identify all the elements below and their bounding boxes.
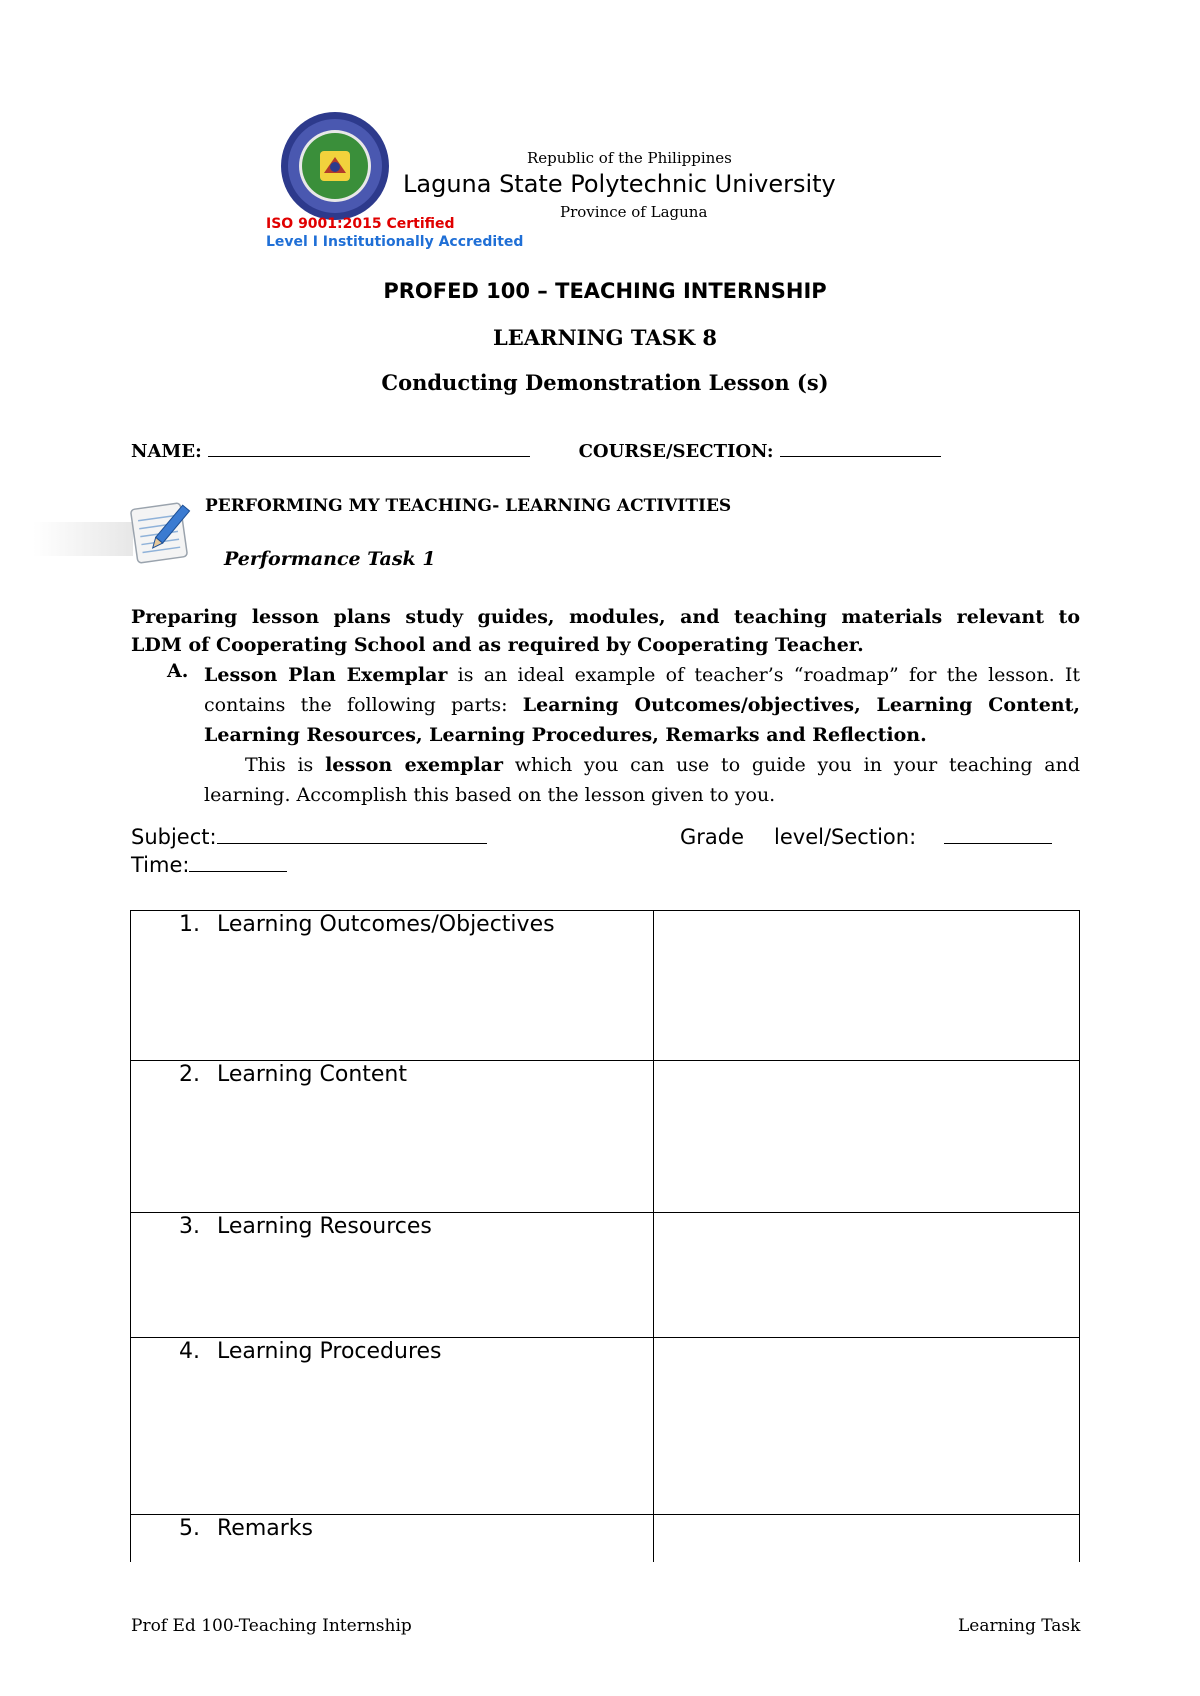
course-section-label: COURSE/SECTION:: [578, 441, 774, 462]
answer-cell-content[interactable]: [654, 1061, 1080, 1213]
answer-cell-objectives[interactable]: [654, 911, 1080, 1061]
row-number: 1.: [179, 912, 200, 937]
answer-cell-procedures[interactable]: [654, 1338, 1080, 1515]
course-section-field[interactable]: [780, 440, 941, 457]
lesson-plan-paragraph: [204, 660, 1080, 810]
lp-line-4: [204, 750, 1080, 780]
row-label: Remarks: [217, 1516, 313, 1541]
row-number: 3.: [179, 1214, 200, 1239]
province-text: Province of Laguna: [560, 203, 708, 221]
lp-line-3: [204, 720, 1080, 750]
row-label: Learning Outcomes/Objectives: [217, 912, 555, 937]
subject-label: Subject:: [131, 825, 217, 849]
lp-line-2: [204, 690, 1080, 720]
footer-right: Learning Task: [958, 1616, 1081, 1636]
name-field[interactable]: [208, 440, 530, 457]
university-name: Laguna State Polytechnic University: [403, 170, 836, 198]
list-marker: A.: [167, 660, 189, 682]
lp-line-1-text: is an ideal example of teacher’s “roadmap” for the lesson. It: [447, 664, 1081, 686]
answer-cell-resources[interactable]: [654, 1213, 1080, 1338]
level-section-label: level/Section:: [774, 825, 917, 849]
footer-left: Prof Ed 100-Teaching Internship: [131, 1616, 412, 1636]
icon-shadow: [33, 522, 133, 556]
table-row: [131, 1515, 1080, 1562]
row-label-cell: [131, 911, 654, 1061]
answer-cell-remarks[interactable]: [654, 1515, 1080, 1562]
lp-line-4-pre: This is: [245, 754, 326, 776]
grade-row: [680, 825, 1052, 849]
lp-parts-a: Learning Outcomes/objectives, Learning Content,: [522, 694, 1080, 716]
lp-line-4-term: lesson exemplar: [325, 754, 504, 776]
course-title: PROFED 100 – TEACHING INTERNSHIP: [383, 279, 827, 303]
lp-line-4-rest: which you can use to guide you in your teaching and: [503, 754, 1080, 776]
preparation-paragraph: [131, 603, 1080, 659]
row-number: 5.: [179, 1516, 200, 1541]
university-seal-logo: [280, 111, 390, 221]
row-number: 4.: [179, 1339, 200, 1364]
row-label-cell: [131, 1213, 654, 1338]
subject-field[interactable]: [217, 827, 487, 844]
name-course-row: [131, 440, 941, 462]
time-row: [131, 853, 287, 877]
row-number: 2.: [179, 1062, 200, 1087]
lp-parts-b: Learning Resources, Learning Procedures, Remarks and Reflection.: [204, 724, 927, 746]
row-label: Learning Content: [217, 1062, 407, 1087]
row-label-cell: [131, 1515, 654, 1562]
subject-row: [131, 825, 487, 849]
iso-certification: ISO 9001:2015 Certified: [266, 216, 455, 232]
grade-word: Grade: [680, 825, 745, 849]
table-row: [131, 1061, 1080, 1213]
lp-term: Lesson Plan Exemplar: [204, 664, 448, 686]
task-title: LEARNING TASK 8: [492, 325, 718, 350]
notepad-pencil-icon: [128, 498, 196, 566]
row-label: Learning Procedures: [217, 1339, 442, 1364]
topic-title: Conducting Demonstration Lesson (s): [381, 370, 829, 395]
accreditation-text: Level I Institutionally Accredited: [266, 234, 524, 250]
republic-text: Republic of the Philippines: [527, 149, 732, 167]
lesson-plan-table: [130, 910, 1080, 1562]
performance-task-label: Performance Task 1: [224, 548, 436, 570]
row-label-cell: [131, 1338, 654, 1515]
table-row: [131, 1213, 1080, 1338]
time-label: Time:: [131, 853, 190, 877]
name-label: NAME:: [131, 441, 202, 462]
section-heading: PERFORMING MY TEACHING- LEARNING ACTIVITIES: [205, 496, 732, 516]
row-label: Learning Resources: [217, 1214, 432, 1239]
time-field[interactable]: [189, 855, 287, 872]
lp-line-1: [204, 660, 1080, 690]
lp-line-5: learning. Accomplish this based on the lesson given to you.: [204, 784, 776, 806]
row-label-cell: [131, 1061, 654, 1213]
lp-line-2-text: contains the following parts:: [204, 694, 523, 716]
prep-line-1: Preparing lesson plans study guides, modules, and teaching materials relevant to: [131, 606, 1080, 628]
grade-level-field[interactable]: [944, 827, 1052, 844]
table-row: [131, 911, 1080, 1061]
table-row: [131, 1338, 1080, 1515]
prep-line-2: LDM of Cooperating School and as required by Cooperating Teacher.: [131, 634, 864, 656]
